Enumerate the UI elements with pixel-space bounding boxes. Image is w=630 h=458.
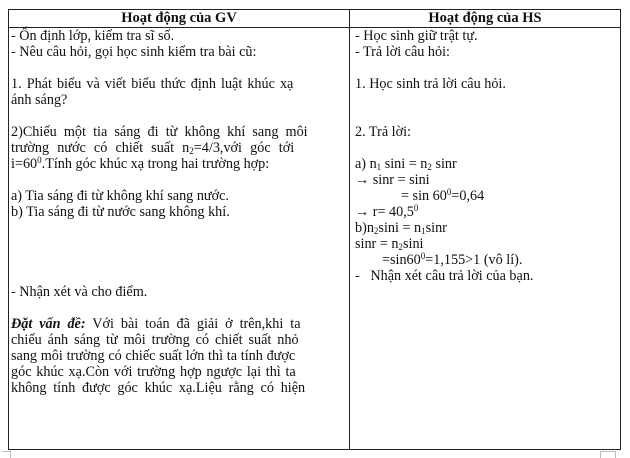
- gv-q2-text-b: =4/3,với góc tới: [193, 140, 295, 156]
- hs-line-answer: - Trả lời câu hỏi:: [355, 44, 450, 60]
- gv-problem-line-3: sang môi trường có chiếc suất lớn thì ta tính được: [11, 348, 296, 364]
- hs-a1-sub-2: 2: [427, 162, 432, 172]
- hs-b1-text-b: sini = n: [378, 220, 422, 236]
- hs-b-line-3: [382, 252, 522, 268]
- hs-b2-text-b: sini: [402, 236, 424, 252]
- gv-problem-label: Đặt vấn đề:: [11, 316, 86, 332]
- gv-case-b: b) Tia sáng đi từ nước sang không khí.: [11, 204, 230, 220]
- header-teacher-activity: Hoạt động của GV: [121, 10, 237, 26]
- hs-b-line-1: [355, 220, 447, 236]
- hs-comment: - Nhận xét câu trả lời của bạn.: [355, 268, 534, 284]
- hs-a1-text-c: sinr: [431, 156, 457, 172]
- hs-a-line-2: → sinr = sini: [355, 172, 430, 188]
- lesson-activity-table: [8, 9, 621, 450]
- hs-a1-sub-1: 1: [376, 162, 382, 172]
- hs-a4-text: → r= 40,5: [355, 204, 414, 220]
- hs-b3-text-a: =sin60: [382, 252, 421, 268]
- hs-a3-text-a: = sin 60: [401, 188, 447, 204]
- hs-b1-text-a: b)n: [355, 220, 374, 236]
- gv-problem-line-5: không tính được góc khúc xạ.Liệu rằng có hiện: [11, 380, 306, 396]
- hs-answer-2: 2. Trả lời:: [355, 124, 411, 140]
- hs-b3-text-b: =1,155>1 (vô lí).: [425, 252, 523, 268]
- gv-question-1-line-1: 1. Phát biểu và viết biểu thức định luật khúc xạ: [11, 76, 294, 92]
- hs-answer-1: 1. Học sinh trả lời câu hỏi.: [355, 76, 506, 92]
- gv-q2-subscript: 2: [189, 146, 194, 156]
- hs-a4-degree: 0: [413, 203, 419, 213]
- hs-a3-degree: 0: [446, 187, 452, 197]
- gv-problem-text-1: Với bài toán đã giải ở trên,khi ta: [85, 316, 301, 332]
- gv-problem-line-4: góc khúc xạ.Còn với trường hợp ngược lại thì ta: [11, 364, 296, 380]
- gv-question-1-line-2: ánh sáng?: [11, 92, 68, 108]
- column-divider: [349, 10, 350, 449]
- gv-q2-text-c: .Tính góc khúc xạ trong hai trường hợp:: [41, 156, 270, 172]
- hs-a-line-4: [355, 204, 418, 220]
- hs-a1-text-b: sini = n: [381, 156, 428, 172]
- hs-a1-text-a: a) n: [355, 156, 377, 172]
- header-student-activity: Hoạt động của HS: [428, 10, 542, 26]
- hs-b1-sub-1: 2: [373, 226, 379, 236]
- gv-question-2-line-2: [11, 140, 294, 156]
- hs-b2-text-a: sinr = n: [355, 236, 399, 252]
- hs-b3-degree: 0: [420, 251, 426, 261]
- hs-b-line-2: [355, 236, 423, 252]
- gv-case-a: a) Tia sáng đi từ không khí sang nước.: [11, 188, 229, 204]
- gv-question-2-line-1: 2)Chiếu một tia sáng đi từ không khí sang môi: [11, 124, 308, 140]
- gv-problem-line-2: chiếu ánh sáng từ môi trường có chiết suất nhỏ: [11, 332, 299, 348]
- hs-b1-text-c: sinr: [425, 220, 447, 236]
- hs-line-order: - Học sinh giữ trật tự.: [355, 28, 478, 44]
- hs-a-line-3: [401, 188, 484, 204]
- gv-line-class-check: - Ổn định lớp, kiểm tra sĩ số.: [11, 28, 175, 44]
- gv-q2-degree: 0: [37, 155, 42, 165]
- gv-q2-angle: i=60: [11, 156, 38, 172]
- gv-line-ask-question: - Nêu câu hỏi, gọi học sinh kiểm tra bài cũ:: [11, 44, 257, 60]
- hs-b1-sub-2: 1: [421, 226, 426, 236]
- gv-comment: - Nhận xét và cho điểm.: [11, 284, 148, 300]
- gv-q2-text-a: trường nước có chiết suất n: [11, 140, 190, 156]
- hs-a3-text-b: =0,64: [451, 188, 485, 204]
- hs-b2-sub: 2: [398, 242, 403, 252]
- gv-question-2-line-3: [11, 156, 269, 172]
- gv-problem-line-1: [11, 316, 301, 332]
- hs-a-line-1: [355, 156, 457, 172]
